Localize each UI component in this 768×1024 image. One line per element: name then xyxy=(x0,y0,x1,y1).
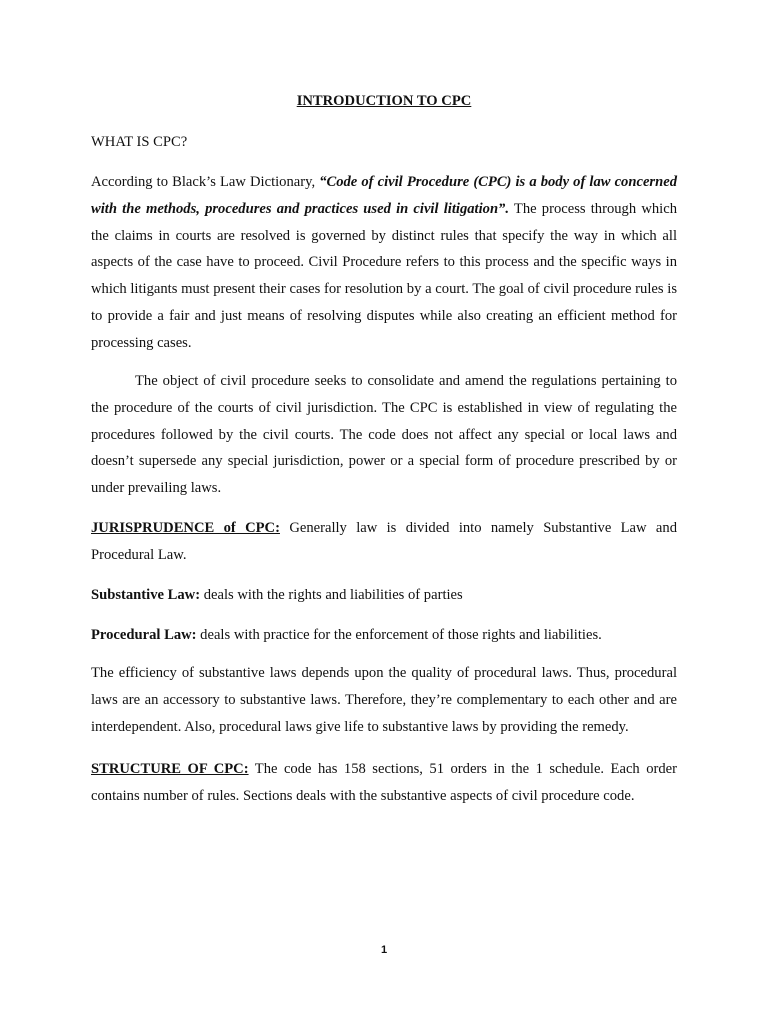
procedural-law-label: Procedural Law: xyxy=(91,627,197,643)
paragraph-efficiency: The efficiency of substantive laws depends upon the quality of procedural laws. Thus, procedural laws are an accessory to substantive laws. Therefore, they’re complementary to each other and are interdependent. Also, procedural laws give life to substantive laws by providing the remedy. xyxy=(91,665,677,735)
paragraph-definition xyxy=(91,169,677,357)
jurisprudence-label: JURISPRUDENCE of CPC: xyxy=(91,520,280,536)
substantive-law-text: deals with the rights and liabilities of parties xyxy=(200,587,463,603)
page-title: INTRODUCTION TO CPC xyxy=(296,93,472,109)
paragraph-object: The object of civil procedure seeks to consolidate and amend the regulations pertaining to the procedure of the courts of civil jurisdiction. The CPC is established in view of regulating the procedures followed by the civil courts. The code does not affect any special or local laws and doesn’t supersede any special jurisdiction, power or a special form of procedure prescribed by or under prevailing laws. xyxy=(91,373,677,497)
definition-quote: “Code of civil Procedure (CPC) is a body of law concerned with the methods, procedures and practices used in civil litigation”. xyxy=(91,174,677,217)
procedural-law-text: deals with practice for the enforcement of those rights and liabilities. xyxy=(196,627,602,643)
paragraph-jurisprudence xyxy=(91,515,677,569)
jurisprudence-text: Generally law is divided into namely Substantive Law and Procedural Law. xyxy=(91,520,677,563)
definition-lead: According to Black’s Law Dictionary, xyxy=(91,174,320,190)
structure-text: The code has 158 sections, 51 orders in the 1 schedule. Each order contains number of rules. Sections deals with the substantive aspects of civil procedure code. xyxy=(91,761,677,804)
substantive-law-label: Substantive Law: xyxy=(91,587,201,603)
structure-label: STRUCTURE OF CPC: xyxy=(91,761,249,777)
paragraph-substantive-law xyxy=(91,585,677,605)
paragraph-procedural-law xyxy=(91,625,677,645)
section-heading: WHAT IS CPC? xyxy=(91,134,188,150)
definition-rest: The process through which the claims in courts are resolved is governed by distinct rules that specify the way in which all aspects of the case have to proceed. Civil Procedure refers to this process and the specific ways in which litigants must present their cases for resolution by a court. The goal of civil procedure rules is to provide a fair and just means of resolving disputes while also creating an efficient method for processing cases. xyxy=(91,200,677,351)
page-number: 1 xyxy=(380,944,388,956)
paragraph-structure xyxy=(91,756,677,810)
